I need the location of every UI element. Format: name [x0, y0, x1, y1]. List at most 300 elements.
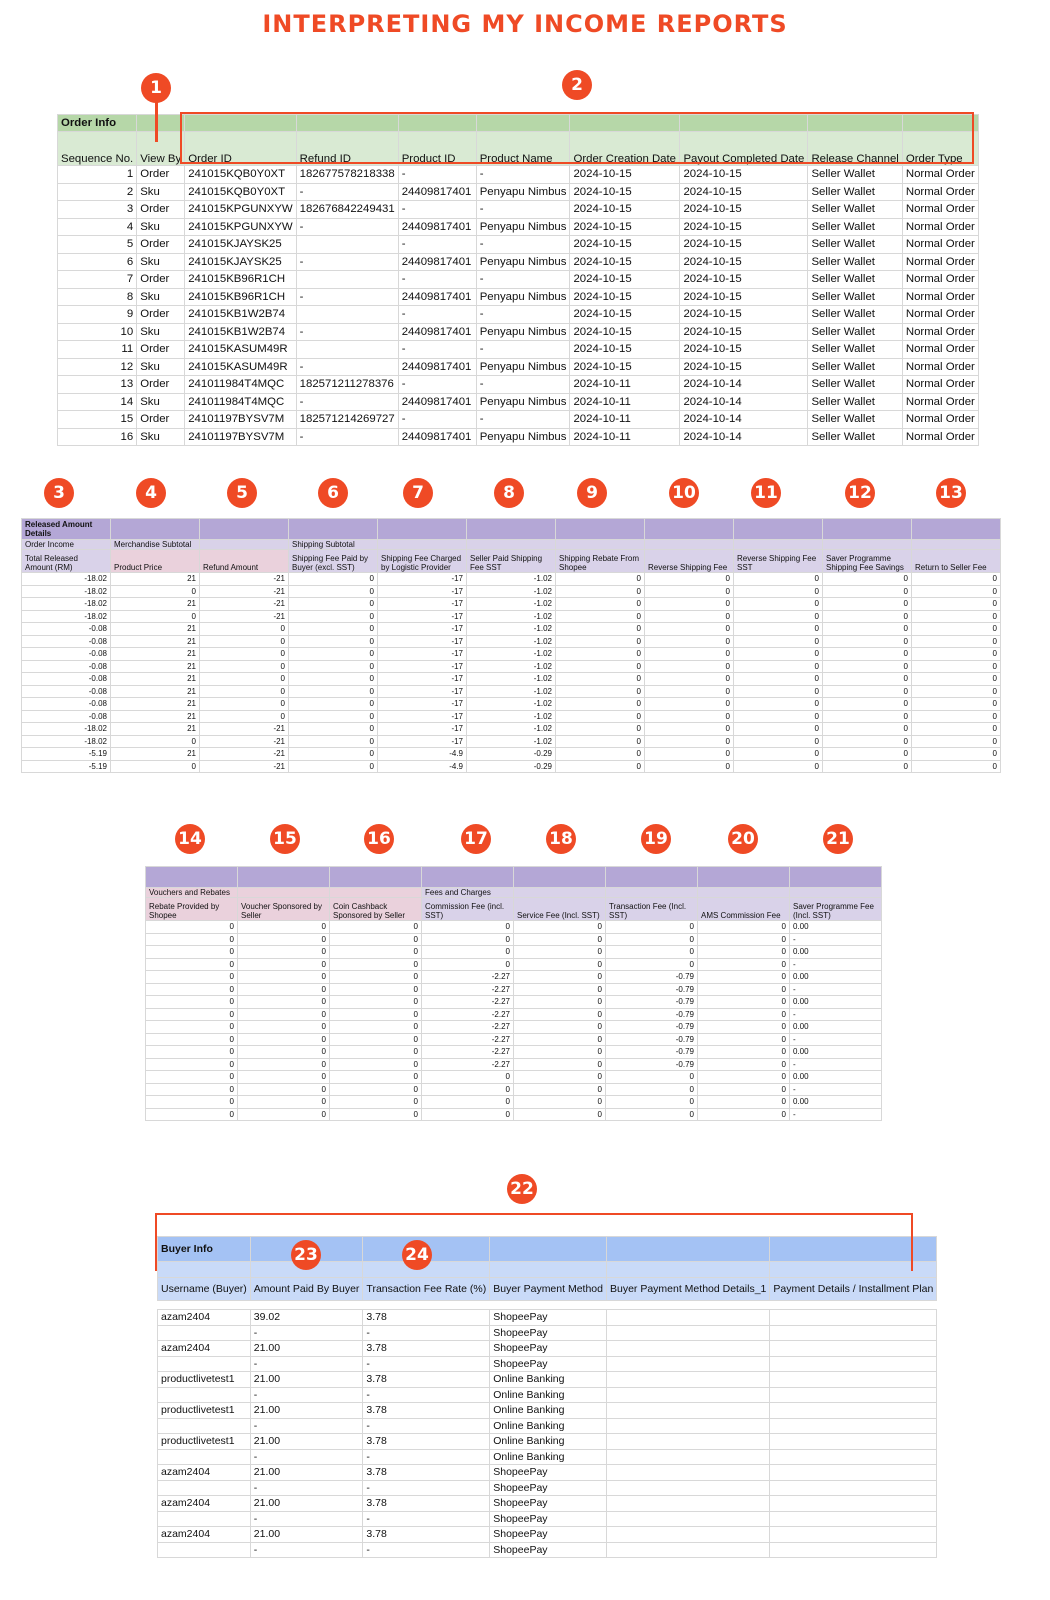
table-cell: 0 [823, 723, 912, 736]
column-header: Order Type [902, 132, 978, 166]
gap-cell [250, 1301, 363, 1310]
table-cell: 4 [58, 218, 137, 236]
table-cell: 0 [912, 648, 1001, 661]
column-header: Transaction Fee (Incl. SST) [606, 898, 698, 921]
table-cell: 21.00 [250, 1341, 363, 1357]
table-cell: Seller Wallet [808, 358, 902, 376]
table-cell: Sku [137, 393, 185, 411]
table-cell: 24409817401 [398, 218, 476, 236]
table-cell: - [250, 1449, 363, 1465]
table-cell: 21 [111, 748, 200, 761]
table-cell: 3.78 [363, 1496, 490, 1512]
table-cell: 8 [58, 288, 137, 306]
table-cell: - [398, 376, 476, 394]
table-cell: 13 [58, 376, 137, 394]
table-cell: Seller Wallet [808, 201, 902, 219]
table-cell: Order [137, 236, 185, 254]
table-cell: Penyapu Nimbus [476, 428, 570, 446]
table-cell: -17 [378, 585, 467, 598]
table-cell: 0 [645, 673, 734, 686]
table-cell: Seller Wallet [808, 253, 902, 271]
table-cell: ShopeePay [490, 1496, 607, 1512]
badge-16: 16 [364, 824, 394, 854]
table-cell: azam2404 [158, 1465, 251, 1481]
table-cell: -2.27 [422, 971, 514, 984]
table-cell: 0 [912, 623, 1001, 636]
table-cell [770, 1480, 937, 1496]
table-cell: - [296, 428, 398, 446]
table-cell: 2024-10-11 [570, 376, 680, 394]
table-cell: 0 [556, 635, 645, 648]
table-cell: - [363, 1356, 490, 1372]
table-cell: 0 [734, 573, 823, 586]
table-cell: 0 [698, 958, 790, 971]
table-cell: 0 [289, 660, 378, 673]
table-cell: -18.02 [22, 573, 111, 586]
table-cell: 0 [606, 1071, 698, 1084]
table-cell: 0 [912, 660, 1001, 673]
table-row [22, 698, 1001, 711]
table-cell: 0 [330, 971, 422, 984]
table-cell: Seller Wallet [808, 306, 902, 324]
table-cell: 0 [912, 598, 1001, 611]
table-cell: Seller Wallet [808, 166, 902, 184]
subgroup-label [823, 540, 912, 550]
table-cell: 24409817401 [398, 358, 476, 376]
table-cell: -17 [378, 685, 467, 698]
subgroup-label: Vouchers and Rebates [146, 888, 238, 898]
table-cell: 0 [422, 1071, 514, 1084]
table-cell: 0 [514, 946, 606, 959]
column-header: Product ID [398, 132, 476, 166]
table-cell: 241015KB96R1CH [185, 288, 296, 306]
table-cell: Seller Wallet [808, 341, 902, 359]
table-cell: 0 [556, 735, 645, 748]
table-cell: Seller Wallet [808, 271, 902, 289]
table-cell: 1 [58, 166, 137, 184]
table-cell: 0 [514, 1071, 606, 1084]
table-cell: 0 [698, 1096, 790, 1109]
badge-14: 14 [175, 824, 205, 854]
table-cell: azam2404 [158, 1527, 251, 1543]
table-cell: 0 [734, 635, 823, 648]
column-header: Payment Details / Installment Plan [770, 1278, 937, 1301]
table-row [22, 673, 1001, 686]
table-row [158, 1496, 937, 1512]
table-cell: 0 [289, 760, 378, 773]
page-title: INTERPRETING MY INCOME REPORTS [262, 10, 788, 38]
table-cell: azam2404 [158, 1310, 251, 1326]
table-cell: Normal Order [902, 428, 978, 446]
table-cell: 21 [111, 573, 200, 586]
table-cell: 21.00 [250, 1403, 363, 1419]
table-cell: 0 [734, 648, 823, 661]
table-cell: 0 [238, 933, 330, 946]
table-cell: 0 [645, 710, 734, 723]
table-cell: -4.9 [378, 760, 467, 773]
table-cell: 0 [146, 1033, 238, 1046]
table-cell: -21 [200, 735, 289, 748]
subgroup-label [330, 888, 422, 898]
table-cell: 0 [238, 1071, 330, 1084]
table-cell: 0 [645, 623, 734, 636]
table-cell: -1.02 [467, 623, 556, 636]
table-cell: - [250, 1325, 363, 1341]
table-row [146, 1083, 882, 1096]
table-cell: 3.78 [363, 1527, 490, 1543]
table-cell: 21.00 [250, 1465, 363, 1481]
table-cell: 0 [111, 610, 200, 623]
table-cell: 0 [146, 996, 238, 1009]
table-cell: 0 [111, 735, 200, 748]
table-cell: 2024-10-15 [680, 323, 808, 341]
table-cell: 241015KJAYSK25 [185, 253, 296, 271]
table-row [58, 341, 979, 359]
table-cell: 2024-10-15 [570, 166, 680, 184]
table-cell: -2.27 [422, 1008, 514, 1021]
table-cell: -17 [378, 623, 467, 636]
released-amount-group-row [22, 519, 1001, 540]
table-cell [606, 1325, 769, 1341]
table-cell: 0 [422, 946, 514, 959]
table-cell: 0 [330, 1046, 422, 1059]
table-cell: 0 [289, 598, 378, 611]
table-cell: Penyapu Nimbus [476, 253, 570, 271]
table-cell [770, 1341, 937, 1357]
table-cell: Sku [137, 428, 185, 446]
table-cell: -17 [378, 598, 467, 611]
table-cell: 0 [238, 921, 330, 934]
table-row [22, 723, 1001, 736]
table-cell: 2024-10-14 [680, 393, 808, 411]
table-cell: 0 [146, 921, 238, 934]
table-cell: 0 [698, 1033, 790, 1046]
table-cell: 2024-10-15 [680, 201, 808, 219]
subgroup-label [734, 540, 823, 550]
table-cell: 0 [146, 933, 238, 946]
table-cell: 5 [58, 236, 137, 254]
table-cell: 21 [111, 698, 200, 711]
table-cell [606, 1449, 769, 1465]
table-cell: 24409817401 [398, 288, 476, 306]
table-cell: -21 [200, 748, 289, 761]
badge-19: 19 [641, 824, 671, 854]
table-cell: 0 [111, 585, 200, 598]
table-cell: -1.02 [467, 735, 556, 748]
table-cell: 2024-10-15 [570, 288, 680, 306]
table-cell: 0 [645, 735, 734, 748]
table-cell: 0 [238, 1021, 330, 1034]
fees-group-row [146, 867, 882, 888]
subgroup-label [698, 888, 790, 898]
table-cell: ShopeePay [490, 1527, 607, 1543]
table-cell: 0 [330, 1008, 422, 1021]
table-cell: 0 [698, 1108, 790, 1121]
table-cell: - [790, 1083, 882, 1096]
badge-17: 17 [461, 824, 491, 854]
table-cell [606, 1465, 769, 1481]
table-cell: 0 [422, 958, 514, 971]
column-header: Buyer Payment Method [490, 1278, 607, 1301]
table-cell: 2024-10-14 [680, 376, 808, 394]
table-row [158, 1310, 937, 1326]
table-cell: 0 [200, 685, 289, 698]
table-cell: 0 [289, 685, 378, 698]
table-cell: -0.79 [606, 1008, 698, 1021]
table-cell: 0 [514, 958, 606, 971]
table-cell: 2024-10-15 [680, 253, 808, 271]
table-cell: 0 [200, 635, 289, 648]
table-cell: 0 [556, 610, 645, 623]
table-cell: 0 [238, 983, 330, 996]
badge-4: 4 [136, 478, 166, 508]
table-cell: 0 [823, 698, 912, 711]
table-cell: Penyapu Nimbus [476, 393, 570, 411]
table-cell: 0 [912, 585, 1001, 598]
table-cell: azam2404 [158, 1341, 251, 1357]
table-cell: 0 [514, 1033, 606, 1046]
table-cell: -0.29 [467, 748, 556, 761]
table-cell: 0 [514, 1083, 606, 1096]
table-cell: 0 [238, 946, 330, 959]
table-cell: 0 [734, 723, 823, 736]
table-cell: 0 [330, 983, 422, 996]
table-cell: 11 [58, 341, 137, 359]
table-cell: 0 [422, 1096, 514, 1109]
table-cell: 9 [58, 306, 137, 324]
table-cell [606, 1356, 769, 1372]
table-cell: Online Banking [490, 1449, 607, 1465]
table-cell: -1.02 [467, 573, 556, 586]
table-cell: -2.27 [422, 1033, 514, 1046]
column-header: Shipping Fee Charged by Logistic Provider [378, 550, 467, 573]
table-cell: 21 [111, 660, 200, 673]
badge-22: 22 [507, 1174, 537, 1204]
column-header: Order ID [185, 132, 296, 166]
table-cell: 0 [146, 971, 238, 984]
table-cell: Seller Wallet [808, 183, 902, 201]
table-cell: 0 [556, 573, 645, 586]
table-cell: 0 [422, 1108, 514, 1121]
column-header: Seller Paid Shipping Fee SST [467, 550, 556, 573]
table-cell: -0.08 [22, 673, 111, 686]
table-row [58, 218, 979, 236]
table-row [22, 648, 1001, 661]
table-cell: - [296, 253, 398, 271]
table-cell: 7 [58, 271, 137, 289]
table-cell: -1.02 [467, 710, 556, 723]
table-cell: -21 [200, 760, 289, 773]
table-cell: 0 [238, 1058, 330, 1071]
table-row [58, 201, 979, 219]
table-cell: 0 [606, 933, 698, 946]
column-header: Voucher Sponsored by Seller [238, 898, 330, 921]
table-cell: 0 [645, 660, 734, 673]
table-cell [296, 236, 398, 254]
table-cell: 3.78 [363, 1403, 490, 1419]
column-header: Service Fee (Incl. SST) [514, 898, 606, 921]
table-cell: -18.02 [22, 735, 111, 748]
table-cell: 241015KPGUNXYW [185, 218, 296, 236]
table-cell [606, 1310, 769, 1326]
table-cell [158, 1356, 251, 1372]
badge-15: 15 [270, 824, 300, 854]
table-cell: ShopeePay [490, 1542, 607, 1558]
table-cell: 0 [289, 710, 378, 723]
table-cell [606, 1341, 769, 1357]
table-cell: 0 [556, 723, 645, 736]
subgroup-label [200, 540, 289, 550]
subgroup-label: Merchandise Subtotal [111, 540, 200, 550]
table-cell: 0 [556, 760, 645, 773]
table-cell: 2024-10-15 [680, 358, 808, 376]
table-cell: -17 [378, 673, 467, 686]
table-cell: -17 [378, 723, 467, 736]
table-cell: 0 [146, 1046, 238, 1059]
table-cell: 2024-10-14 [680, 428, 808, 446]
table-cell: Normal Order [902, 271, 978, 289]
table-cell: Order [137, 341, 185, 359]
table-cell: - [250, 1542, 363, 1558]
table-cell: 241015KQB0Y0XT [185, 183, 296, 201]
table-cell [770, 1403, 937, 1419]
table-cell: ShopeePay [490, 1465, 607, 1481]
table-cell: -2.27 [422, 996, 514, 1009]
table-cell: Normal Order [902, 411, 978, 429]
table-cell: 21 [111, 598, 200, 611]
table-cell: Order [137, 166, 185, 184]
table-cell: 0 [734, 623, 823, 636]
column-header: Saver Programme Fee (Incl. SST) [790, 898, 882, 921]
table-cell: - [363, 1449, 490, 1465]
table-cell: 0 [238, 1108, 330, 1121]
fees-table [145, 866, 882, 1121]
table-row [158, 1449, 937, 1465]
table-cell: 0 [514, 921, 606, 934]
released-amount-table [21, 518, 1001, 773]
table-cell: 0 [146, 1083, 238, 1096]
table-cell: 0 [698, 933, 790, 946]
table-cell: 24409817401 [398, 393, 476, 411]
table-cell: 0.00 [790, 1071, 882, 1084]
table-cell: 3.78 [363, 1465, 490, 1481]
table-cell: 182571214269727 [296, 411, 398, 429]
table-cell: 12 [58, 358, 137, 376]
table-cell: Penyapu Nimbus [476, 218, 570, 236]
column-header: Reverse Shipping Fee SST [734, 550, 823, 573]
table-cell: 0 [556, 685, 645, 698]
column-header: Product Price [111, 550, 200, 573]
table-cell: 21 [111, 673, 200, 686]
gap-cell [770, 1301, 937, 1310]
table-cell [770, 1496, 937, 1512]
table-cell: - [398, 306, 476, 324]
table-cell: 3 [58, 201, 137, 219]
subgroup-label [238, 888, 330, 898]
table-cell [296, 341, 398, 359]
table-cell [158, 1387, 251, 1403]
released-amount-subgroup-row [22, 540, 1001, 550]
table-cell: 0 [238, 1083, 330, 1096]
table-row [158, 1542, 937, 1558]
table-cell: 241011984T4MQC [185, 393, 296, 411]
table-cell: 0 [734, 748, 823, 761]
table-cell: 0 [146, 1096, 238, 1109]
table-cell: - [476, 376, 570, 394]
table-cell: 0 [823, 760, 912, 773]
table-cell: 0 [912, 760, 1001, 773]
table-cell: Seller Wallet [808, 393, 902, 411]
table-cell: 2024-10-15 [680, 306, 808, 324]
table-cell: 2024-10-15 [570, 201, 680, 219]
table-cell: 24101197BYSV7M [185, 428, 296, 446]
column-header: Username (Buyer) [158, 1278, 251, 1301]
table-row [58, 306, 979, 324]
table-row [158, 1372, 937, 1388]
table-cell: 182677578218338 [296, 166, 398, 184]
table-cell: 0.00 [790, 921, 882, 934]
table-row [22, 585, 1001, 598]
table-row [22, 710, 1001, 723]
table-cell: Seller Wallet [808, 218, 902, 236]
table-cell: 0 [330, 1071, 422, 1084]
table-cell: 0.00 [790, 1046, 882, 1059]
table-cell: 0 [238, 1033, 330, 1046]
table-cell: -18.02 [22, 610, 111, 623]
table-cell: 21 [111, 623, 200, 636]
table-cell: - [296, 393, 398, 411]
table-cell: 0 [514, 1046, 606, 1059]
table-cell: - [398, 341, 476, 359]
table-cell: 0 [330, 1108, 422, 1121]
table-cell: - [398, 271, 476, 289]
table-cell [158, 1449, 251, 1465]
table-cell: 0 [330, 996, 422, 1009]
table-cell: 24409817401 [398, 253, 476, 271]
table-cell: 241015KJAYSK25 [185, 236, 296, 254]
table-cell: - [790, 983, 882, 996]
table-row [146, 1008, 882, 1021]
table-cell: -1.02 [467, 585, 556, 598]
table-row [58, 358, 979, 376]
table-row [158, 1341, 937, 1357]
table-cell: 0 [289, 673, 378, 686]
table-cell: 0 [556, 698, 645, 711]
table-cell: 0 [698, 1058, 790, 1071]
table-cell: -0.08 [22, 648, 111, 661]
table-cell: 0 [330, 1096, 422, 1109]
table-cell: 2024-10-15 [680, 288, 808, 306]
table-cell: 0 [556, 673, 645, 686]
table-cell: 24101197BYSV7M [185, 411, 296, 429]
table-row [146, 1096, 882, 1109]
table-cell: 0 [698, 946, 790, 959]
column-header: Shipping Rebate From Shopee [556, 550, 645, 573]
table-cell: 0 [606, 958, 698, 971]
badge-12: 12 [845, 478, 875, 508]
table-cell: 0 [514, 996, 606, 1009]
table-cell: Penyapu Nimbus [476, 288, 570, 306]
table-cell: - [790, 1008, 882, 1021]
badge-9: 9 [577, 478, 607, 508]
column-header: Reverse Shipping Fee [645, 550, 734, 573]
table-cell: 21 [111, 723, 200, 736]
table-cell: 2024-10-11 [570, 428, 680, 446]
table-cell: 0 [645, 573, 734, 586]
table-cell: 0 [734, 760, 823, 773]
table-cell: 0 [289, 748, 378, 761]
table-cell: Order [137, 271, 185, 289]
